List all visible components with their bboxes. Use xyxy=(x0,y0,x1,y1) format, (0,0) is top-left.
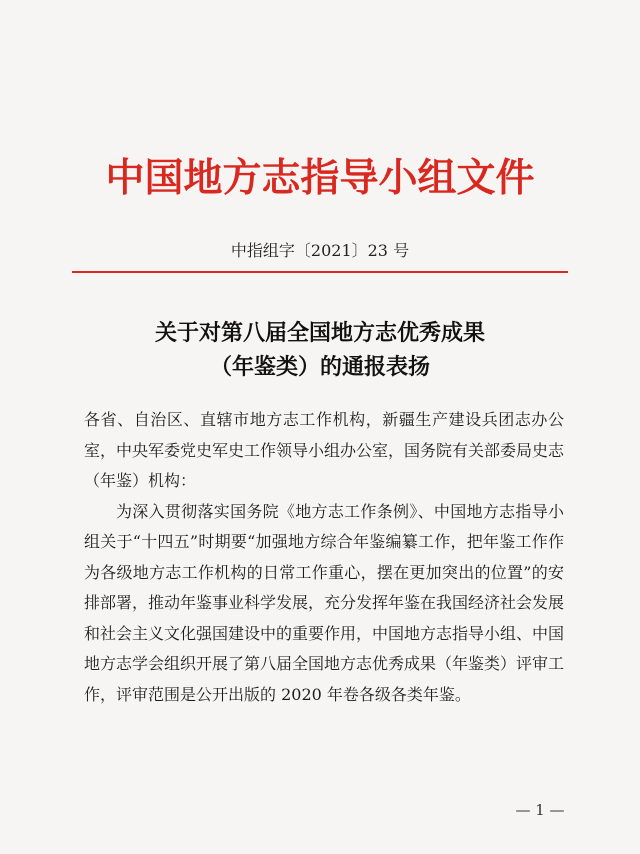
document-body xyxy=(84,405,564,710)
salutation-paragraph: 各省、自治区、直辖市地方志工作机构，新疆生产建设兵团志办公室，中央军委党史军史工作领导小组办公室，国务院有关部委局史志（年鉴）机构： xyxy=(84,410,565,490)
notice-title-line-1: 关于对第八届全国地方志优秀成果 xyxy=(154,320,485,346)
notice-title xyxy=(0,316,640,384)
notice-title-line-2: （年鉴类）的通报表扬 xyxy=(209,354,430,380)
page-number: — 1 — xyxy=(515,801,565,819)
red-separator-line xyxy=(72,271,568,273)
document-number: 中指组字〔2021〕23 号 xyxy=(230,241,410,260)
issuer-title: 中国地方志指导小组文件 xyxy=(105,155,535,201)
body-paragraph: 为深入贯彻落实国务院《地方志工作条例》、中国地方志指导小组关于“十四五”时期要“加强地方综合年鉴编纂工作，把年鉴工作作为各级地方志工作机构的日常工作重心，摆在更加突出的位置”的安排部署，推动年鉴事业科学发展，充分发挥年鉴在我国经济社会发展和社会主义文化强国建设中的重要作用，中国地方志指导小组、中国地方志学会组织开展了第八届全国地方志优秀成果（年鉴类）评审工作，评审范围是公开出版的 2020 年卷各级各类年鉴。 xyxy=(84,501,565,704)
